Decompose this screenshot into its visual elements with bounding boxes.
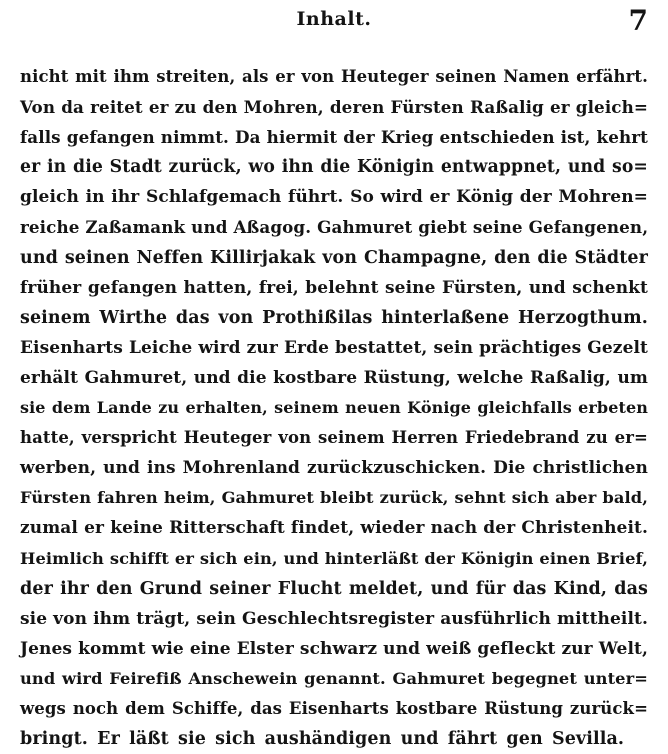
text-line: falls gefangen nimmt. Da hiermit der Krieg entschieden ist, kehrt (20, 127, 648, 148)
text-line: werben, und ins Mohrenland zurückzuschicken. Die christlichen (20, 458, 648, 479)
text-line: hatte, verspricht Heuteger von seinem Herren Friedebrand zu er= (20, 428, 648, 448)
text-line: und seinen Neffen Killirjakak von Champagne, den die Städter (20, 247, 648, 268)
text-line: gleich in ihr Schlafgemach führt. So wird er König der Mohren= (20, 187, 648, 208)
text-line: früher gefangen hatten, frei, belehnt seine Fürsten, und schenkt (20, 277, 648, 298)
text-line: wegs noch dem Schiffe, das Eisenharts kostbare Rüstung zurück= (20, 698, 648, 718)
running-header-title: Inhalt. (296, 8, 372, 30)
text-line: Heimlich schifft er sich ein, und hinterläßt der Königin einen Brief, (20, 548, 648, 568)
body-text (20, 62, 648, 754)
text-line: nicht mit ihm streiten, als er von Heuteger seinen Namen erfährt. (20, 67, 648, 86)
text-line: Fürsten fahren heim, Gahmuret bleibt zurück, sehnt sich aber bald, (20, 488, 648, 508)
text-line: erhält Gahmuret, und die kostbare Rüstung, welche Raßalig, um (20, 367, 648, 388)
text-line: und wird Feirefiß Anschewein genannt. Gahmuret begegnet unter= (20, 668, 648, 688)
text-line: seinem Wirthe das von Prothißilas hinterlaßene Herzogthum. (20, 307, 648, 328)
text-line: reiche Zaßamank und Aßagog. Gahmuret giebt seine Gefangenen, (20, 217, 649, 238)
text-line: sie dem Lande zu erhalten, seinem neuen Könige gleichfalls erbeten (20, 398, 648, 418)
text-line: Von da reitet er zu den Mohren, deren Fürsten Raßalig er gleich= (20, 97, 648, 118)
text-line: er in die Stadt zurück, wo ihn die Königin entwappnet, und so= (20, 157, 648, 178)
text-line: Eisenharts Leiche wird zur Erde bestattet, sein prächtiges Gezelt (20, 337, 648, 358)
text-line: bringt. Er läßt sie sich aushändigen und fährt gen Sevilla. (20, 729, 625, 750)
text-line: sie von ihm trägt, sein Geschlechtsregister ausführlich mittheilt. (20, 608, 648, 629)
page-number: 7 (628, 4, 648, 37)
text-line: Jenes kommt wie eine Elster schwarz und weiß gefleckt zur Welt, (20, 638, 648, 659)
text-line: zumal er keine Ritterschaft findet, wieder nach der Christenheit. (20, 518, 648, 539)
text-line: der ihr den Grund seiner Flucht meldet, und für das Kind, das (20, 578, 648, 599)
